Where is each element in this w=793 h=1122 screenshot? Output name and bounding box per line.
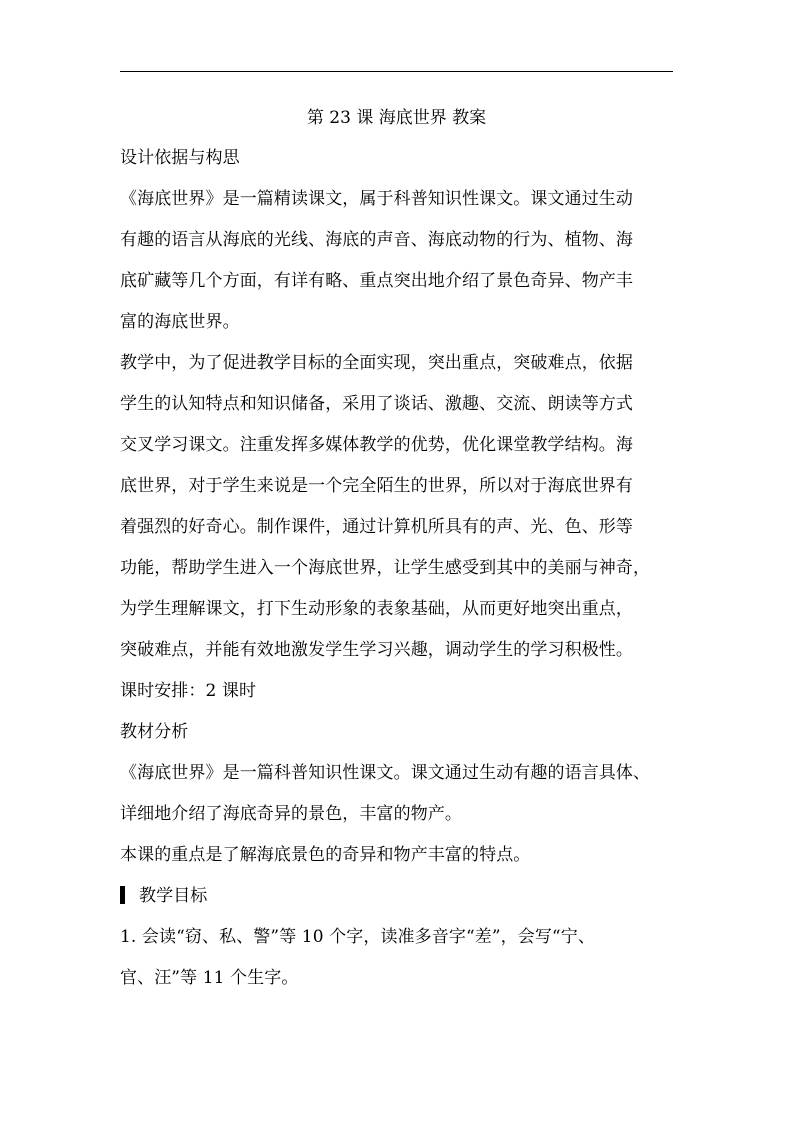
header-rule [120,71,673,72]
paragraph-line: 学生的认知特点和知识储备，采用了谈话、激趣、交流、朗读等方式 [120,394,633,414]
section-heading-goals [120,876,673,917]
document-content [120,98,673,999]
paragraph-line: 富的海底世界。 [120,312,240,332]
section-heading-goals-label: 教学目标 [139,886,208,906]
paragraph-line: 有趣的语言从海底的光线、海底的声音、海底动物的行为、植物、海 [120,230,633,250]
paragraph-line: 1. 会读“窃、私、警”等 10 个字，读准多音字“差”，会写“宁、 [120,927,595,947]
paragraph-line: 突破难点，并能有效地激发学生学习兴趣，调动学生的学习积极性。 [120,640,633,660]
paragraph-line: 官、汪”等 11 个生字。 [120,968,299,988]
paragraph-line: 着强烈的好奇心。制作课件，通过计算机所具有的声、光、色、形等 [120,517,633,537]
goal-item-1 [120,917,673,999]
paragraph-design-2 [120,343,673,671]
document-title: 第 23 课 海底世界 教案 [306,108,487,128]
paragraph-line: 底矿藏等几个方面，有详有略、重点突出地介绍了景色奇异、物产丰 [120,271,633,291]
paragraph-material-2: 本课的重点是了解海底景色的奇异和物产丰富的特点。 [120,845,531,865]
section-heading-material: 教材分析 [120,722,189,742]
document-page [120,0,673,1122]
section-heading-design: 设计依据与构思 [120,148,240,168]
paragraph-line: 《海底世界》是一篇精读课文，属于科普知识性课文。课文通过生动 [120,189,633,209]
paragraph-design-1 [120,179,673,343]
heading-bar-icon [120,886,125,904]
paragraph-line: 底世界，对于学生来说是一个完全陌生的世界，所以对于海底世界有 [120,476,633,496]
paragraph-line: 教学中，为了促进教学目标的全面实现，突出重点，突破难点，依据 [120,353,633,373]
paragraph-line: 《海底世界》是一篇科普知识性课文。课文通过生动有趣的语言具体、 [120,763,651,783]
paragraph-material-1 [120,753,673,835]
paragraph-line: 详细地介绍了海底奇异的景色，丰富的物产。 [120,804,462,824]
paragraph-line: 功能，帮助学生进入一个海底世界，让学生感受到其中的美丽与神奇， [120,558,651,578]
paragraph-line: 为学生理解课文，打下生动形象的表象基础，从而更好地突出重点， [120,599,633,619]
schedule-text: 课时安排：2 课时 [120,681,257,701]
paragraph-line: 交叉学习课文。注重发挥多媒体教学的优势，优化课堂教学结构。海 [120,435,633,455]
